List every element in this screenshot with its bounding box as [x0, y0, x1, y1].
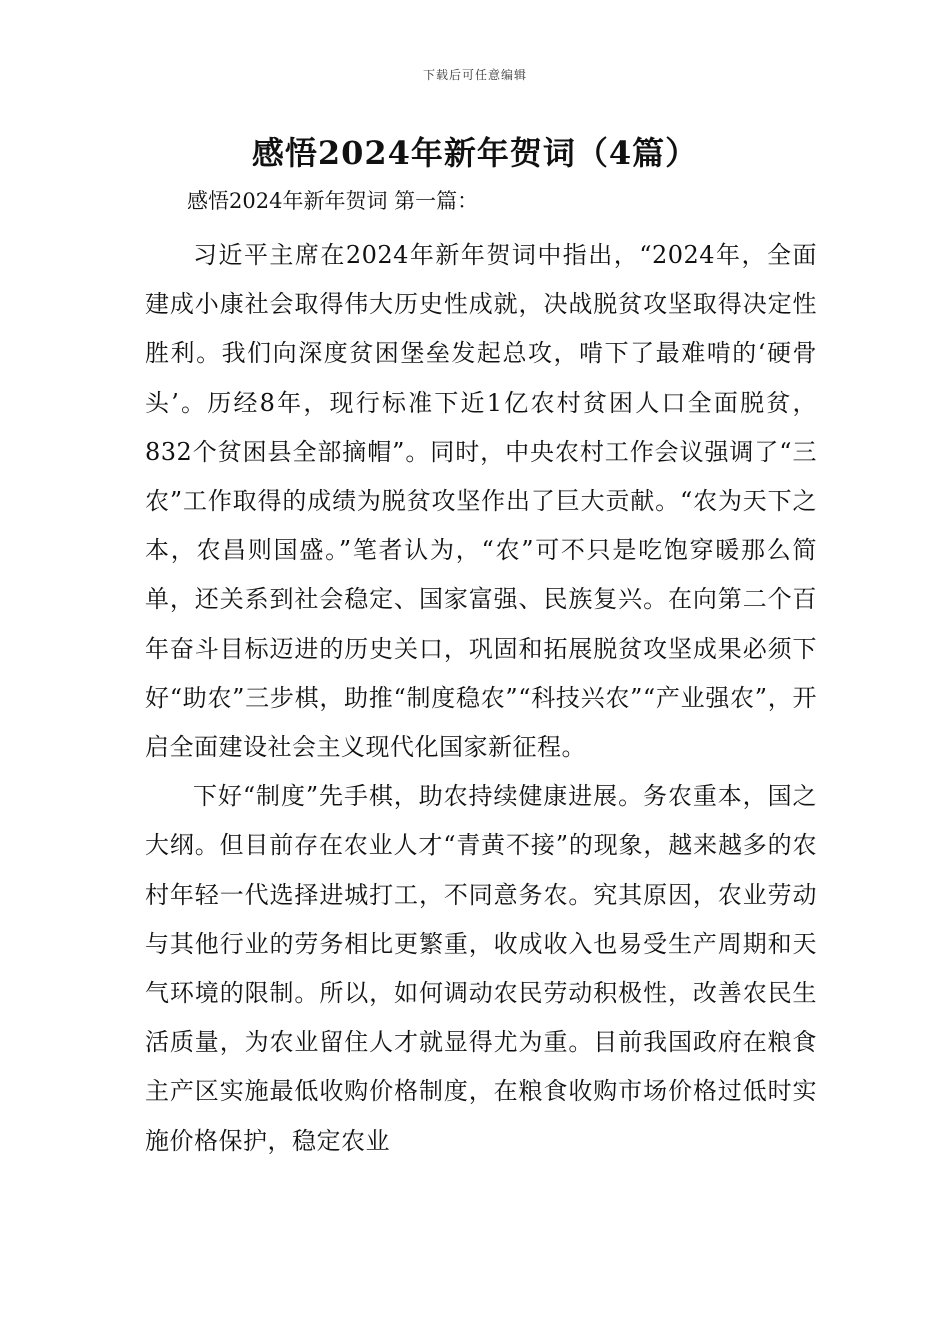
paragraph-1: 习近平主席在2024年新年贺词中指出，“2024年，全面建成小康社会取得伟大历史性成就，决战脱贫攻坚取得决定性胜利。我们向深度贫困堡垒发起总攻，啃下了最难啃的‘硬骨头’。历经8年，现行标准下近1亿农村贫困人口全面脱贫，832个贫困县全部摘帽”。同时，中央农村工作会议强调了“三农”工作取得的成绩为脱贫攻坚作出了巨大贡献。“农为天下之本，农昌则国盛。”笔者认为，“农”可不只是吃饱穿暖那么简单，还关系到社会稳定、国家富强、民族复兴。在向第二个百年奋斗目标迈进的历史关口，巩固和拓展脱贫攻坚成果必须下好“助农”三步棋，助推“制度稳农”“科技兴农”“产业强农”，开启全面建设社会主义现代化国家新征程。	[145, 241, 817, 762]
document-title: 感悟2024年新年贺词（4篇）	[251, 134, 699, 172]
header-note: 下载后可任意编辑	[422, 68, 527, 82]
section-subheading: 感悟2024年新年贺词 第一篇：	[187, 189, 479, 213]
paragraph-2: 下好“制度”先手棋，助农持续健康进展。务农重本，国之大纲。但目前存在农业人才“青黄不接”的现象，越来越多的农村年轻一代选择进城打工，不同意务农。究其原因，农业劳动与其他行业的劳务相比更繁重，收成收入也易受生产周期和天气环境的限制。所以，如何调动农民劳动积极性，改善农民生活质量，为农业留住人才就显得尤为重。目前我国政府在粮食主产区实施最低收购价格制度，在粮食收购市场价格过低时实施价格保护，稳定农业	[145, 782, 817, 1155]
document-body	[145, 176, 817, 1166]
